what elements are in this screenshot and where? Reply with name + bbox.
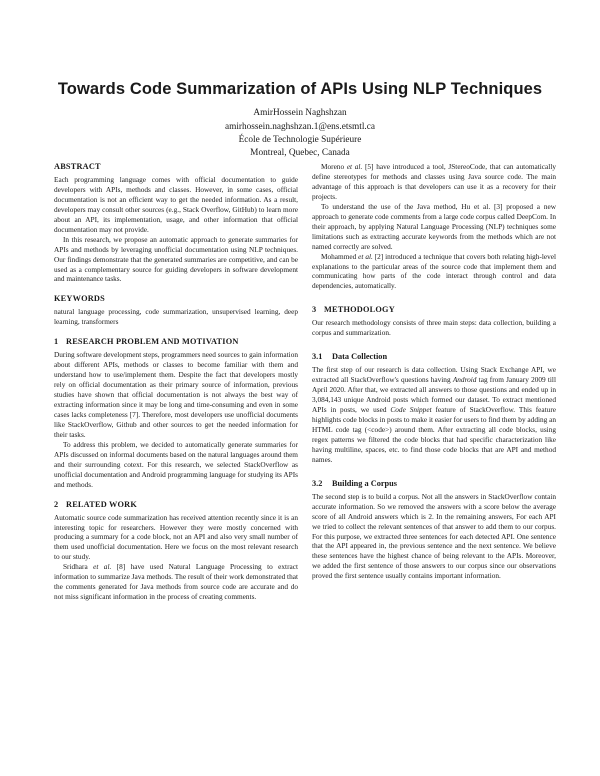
section-3-paragraph-1: Our research methodology consists of three main steps: data collection, building a corpus and summarization. [312, 318, 556, 338]
section-2-paragraph-4: To understand the use of the Java method, Hu et al. [3] proposed a new approach to generate code comments from a large code corpus called DeepCom. In their approach, by applying Natural Language Processing (NLP) techniques some limitations such as extracting accurate keywords from the methods which are not named correctly are solved. [312, 201, 556, 251]
author-location: Montreal, Quebec, Canada [250, 148, 350, 158]
section-3-1-title: Data Collection [332, 352, 388, 362]
section-2-heading [54, 500, 298, 510]
section-2-paragraph-2 [54, 562, 298, 602]
keywords-heading: KEYWORDS [54, 294, 105, 304]
section-3-number: 3 [312, 305, 317, 315]
section-2-title: RELATED WORK [66, 499, 138, 509]
moreno-text: [5] have introduced a tool, JStereoCode, that can automatically define stereotypes for methods and classes using Java source code. The main advantage of this approach is that developers can use it as a recovery for their projects. [312, 162, 556, 201]
data-collection-text-a: The first step of our research is data collection. Using Stack Exchange API, we extracted all StackOverflow's questions having [312, 365, 556, 385]
section-3-2-title: Building a Corpus [332, 478, 398, 488]
abstract-heading: ABSTRACT [54, 162, 101, 171]
author-name: AmirHossein Naghshzan [253, 108, 347, 118]
section-3-2-paragraph: The second step is to build a corpus. Not all the answers in StackOverflow contain accurate information. So we removed the answers with a score below the average score of all Android answers which is 2. In the remaining answers, For each API we tried to collect the relevant sentences of that answer to add them to our corpus. For this purpose, we extracted three sentences for each detected API. One sentence that the API appeared in, the previous sentence and the next sentence. We believe these sentences have the highest chance of being relevant to the APIs. Moreover, we added the first sentence of those answers to our corpus since our observations proved the first sentence usually contains important information. [312, 491, 556, 581]
section-1-paragraph-2: To address this problem, we decided to automatically generate summaries for APIs discussed on informal documents based on the natural languages around them and their surrounding cotext. For this research, we selected StackOverflow as unofficial documentation and Android programming language for studying its APIs and methods. [54, 439, 298, 489]
section-2-number: 2 [54, 499, 59, 509]
moreno-name: Moreno [321, 162, 347, 171]
section-3-1-paragraph [312, 365, 556, 465]
sridhara-text: [8] have used Natural Language Processing to extract information to summarize Java methods. The result of their work demonstrated that the comments generated for Java methods from source code are accurate and do not miss significant information in the process of creating comments. [54, 562, 299, 602]
section-3-2-heading [312, 479, 556, 489]
left-column [54, 162, 298, 602]
data-collection-text-b: tag from January 2009 till April 2020. After that, we extracted all answers to those questions and ended up in 3,084,143 unique Android posts which formed our dataset. To extract mentioned APIs in posts, we used [312, 375, 556, 415]
section-1-number: 1 [54, 337, 59, 347]
abstract-paragraph-1: Each programming language comes with official documentation to guide developers with APIs, methods and classes. However, in some cases, official documentation is not an efficient way to get the needed information. As a result, developers may consult other sources (e.g., Stack Overflow, GitHub) to learn more about an API, its implementation, usage, and other information that official documentation may not provide. [54, 174, 298, 234]
section-3-1-number: 3.1 [312, 352, 323, 362]
paper-title: Towards Code Summarization of APIs Using NLP Techniques [57, 80, 543, 98]
right-column [312, 162, 556, 581]
sridhara-etal: et al. [93, 562, 112, 572]
mohammed-name: Mohammed [321, 251, 359, 261]
keywords-text: natural language processing, code summarization, unsupervised learning, deep learning, transformers [54, 307, 298, 327]
section-2-paragraph-1: Automatic source code summarization has received attention recently since it is an interesting topic for researchers. However they were mostly concerned with producing a summary for a code block, not an API and also very small number of them used unofficial documentation. Here we focus on the most relevant research to our study. [54, 512, 298, 562]
section-3-1-heading [312, 352, 556, 362]
abstract-paragraph-2: In this research, we propose an automatic approach to generate summaries for APIs and methods by leveraging unofficial documentation using NLP techniques. Our findings demonstrate that the generated summaries are competitive, and can be used as a complementary source for guiding developers in software development and maintenance tasks. [54, 234, 298, 284]
android-tag: Android [452, 375, 477, 385]
section-3-title: METHODOLOGY [324, 305, 395, 315]
mohammed-text: [2] introduced a technique that covers both relating high-level explanations to the particular areas of the source code that implement them and communicating how parts of the code interact through control and data dependencies, automatically. [312, 251, 557, 291]
section-3-2-number: 3.2 [312, 478, 323, 488]
section-2-paragraph-5 [312, 252, 556, 292]
author-affiliation: École de Technologie Supérieure [238, 135, 362, 145]
section-1-title: RESEARCH PROBLEM AND MOTIVATION [66, 337, 239, 347]
section-1-paragraph-1: During software development steps, programmers need sources to gain information about different APIs, methods or classes to become familiar with them and understand how to use/implement them. Despite the fact that developers mostly rely on official documentation as their primary source of information, previous studies have shown that official documentation is not always the best way of extracting information since it may be long and time-consuming and even in some cases lacks completeness [7]. Therefore, most developers use unofficial documents like StackOverflow, Github and other sources to get the needed information for their tasks. [54, 350, 298, 439]
sridhara-name: Sridhara [63, 562, 94, 572]
code-snippet-term: Code Snippet [390, 405, 432, 415]
mohammed-etal: et al. [358, 251, 373, 261]
moreno-etal: et al. [346, 162, 363, 171]
section-2-paragraph-3 [312, 162, 556, 202]
section-3-heading [312, 305, 556, 315]
section-1-heading [54, 337, 298, 347]
author-email: amirhossein.naghshzan.1@ens.etsmtl.ca [224, 122, 376, 132]
data-collection-text-c: feature of StackOverflow. This feature highlights code blocks in posts to make it easier for users to find them by adding an HTML code tag (<code>) around them. After extracting all code blocks, using regex patterns we filtered the code blocks that had specific characterization like having multiline, spaces, etc. to find those code blocks that are API and method names. [312, 405, 556, 464]
